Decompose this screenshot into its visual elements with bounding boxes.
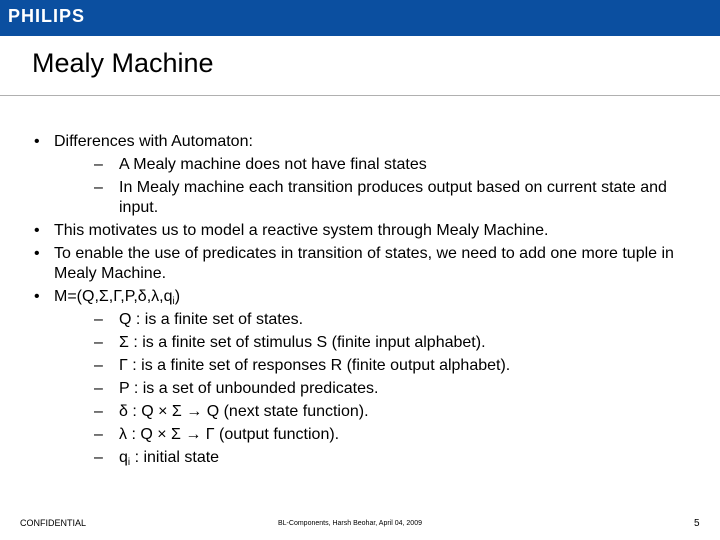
dash-marker: –	[94, 156, 103, 173]
title-divider	[0, 95, 720, 96]
bullet-text: Differences with Automaton:	[54, 133, 253, 150]
bullet-marker: •	[34, 222, 40, 239]
bullet-item	[32, 132, 702, 152]
header-bar	[0, 0, 720, 36]
dash-marker: –	[94, 179, 103, 196]
sub-bullet-text: Q : is a finite set of states.	[119, 311, 304, 328]
page-number: 5	[694, 518, 700, 529]
sub-bullet-item	[32, 178, 702, 218]
bullet-item	[32, 287, 702, 307]
footer-info: BL-Components, Harsh Beohar, April 04, 2009	[278, 520, 422, 527]
sub-bullet-text: Γ : is a finite set of responses R (finite output alphabet).	[119, 357, 511, 374]
sub-bullet-text: δ : Q × Σ → Q (next state function).	[119, 403, 369, 420]
dash-marker: –	[94, 311, 103, 328]
sub-bullet-text: In Mealy machine each transition produces output based on current state and input.	[119, 179, 667, 216]
bullet-item	[32, 221, 702, 241]
sub-bullet-item	[32, 379, 702, 399]
initial-state-text	[119, 449, 219, 466]
dash-marker: –	[94, 403, 103, 420]
tuple-definition	[54, 288, 180, 305]
sub-bullet-item	[32, 155, 702, 175]
sub-bullet-item	[32, 448, 702, 468]
tuple-text: M=(Q,Σ,Γ,P,δ,λ,q	[54, 288, 173, 305]
dash-marker: –	[94, 357, 103, 374]
initial-state-symbol: q	[119, 449, 128, 466]
dash-marker: –	[94, 449, 103, 466]
slide-title: Mealy Machine	[32, 48, 214, 78]
initial-state-desc: : initial state	[130, 449, 220, 466]
slide-body	[32, 132, 702, 471]
sub-bullet-item	[32, 333, 702, 353]
bullet-item	[32, 244, 702, 284]
bullet-text: This motivates us to model a reactive system through Mealy Machine.	[54, 222, 549, 239]
tuple-close: )	[174, 288, 181, 305]
sub-bullet-text: λ : Q × Σ → Γ (output function).	[119, 426, 340, 443]
confidential-label: CONFIDENTIAL	[20, 518, 87, 528]
dash-marker: –	[94, 334, 103, 351]
bullet-marker: •	[34, 288, 40, 305]
sub-bullet-text: P : is a set of unbounded predicates.	[119, 380, 379, 397]
dash-marker: –	[94, 380, 103, 397]
sub-bullet-text: A Mealy machine does not have final states	[119, 156, 427, 173]
bullet-marker: •	[34, 245, 40, 262]
philips-logo: PHILIPS	[8, 6, 86, 26]
bullet-marker: •	[34, 133, 40, 150]
sub-bullet-item	[32, 356, 702, 376]
sub-bullet-item	[32, 402, 702, 422]
sub-bullet-item	[32, 310, 702, 330]
sub-bullet-text: Σ : is a finite set of stimulus S (finite input alphabet).	[119, 334, 486, 351]
tuple-subscript: i	[172, 296, 175, 307]
bullet-text: To enable the use of predicates in transition of states, we need to add one more tuple in Mealy Machine.	[54, 245, 674, 282]
initial-state-subscript: i	[127, 457, 131, 468]
sub-bullet-item	[32, 425, 702, 445]
dash-marker: –	[94, 426, 103, 443]
